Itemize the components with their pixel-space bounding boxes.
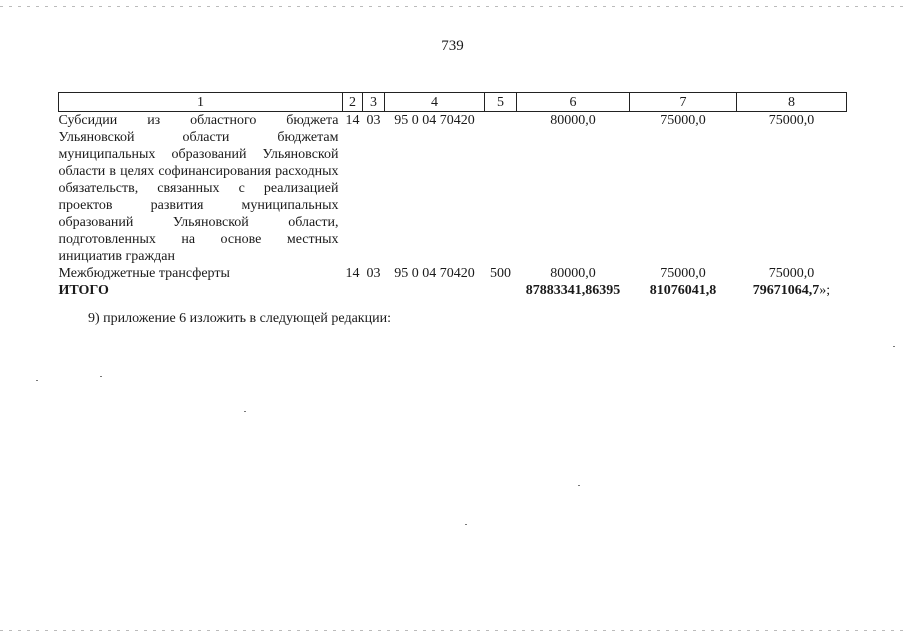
row-expense-type [485, 112, 517, 266]
row-amount-year3: 75000,0 [768, 266, 815, 281]
header-col-6: 6 [517, 93, 630, 112]
row-subsection: 03 [366, 266, 381, 281]
budget-table [58, 92, 847, 299]
scan-edge-bottom [0, 630, 905, 631]
total-label: ИТОГО [58, 283, 109, 298]
row-section: 14 [345, 113, 360, 128]
row-name: Межбюджетные трансферты [58, 266, 230, 281]
header-col-4: 4 [385, 93, 485, 112]
scan-speck [36, 380, 38, 381]
total-year3: 79671064,7 [752, 283, 820, 298]
row-amount-year3: 75000,0 [768, 113, 815, 128]
scan-speck [578, 485, 580, 486]
row-amount-year1: 80000,0 [550, 113, 596, 128]
row-subsection: 03 [366, 113, 381, 128]
total-year2: 81076041,8 [649, 283, 717, 298]
row-amount-year1: 80000,0 [550, 266, 596, 281]
scan-speck [465, 524, 467, 525]
table-row [59, 265, 847, 282]
header-col-8: 8 [737, 93, 847, 112]
header-col-1: 1 [59, 93, 343, 112]
header-col-3: 3 [363, 93, 385, 112]
header-col-7: 7 [630, 93, 737, 112]
row-section: 14 [345, 266, 360, 281]
page-number: 739 [441, 38, 464, 54]
row-name: Субсидии из областного бюджета Ульяновской области бюджетам муниципальных образований Ульяновской области в целях софинансирования расходных обязательств, связанных с реализацией проектов развития муниципальных образований Ульяновской области, подготовленных на основе местных инициатив граждан [58, 113, 339, 264]
scan-speck [893, 346, 895, 347]
total-year1: 87883341,86395 [525, 283, 621, 298]
table-row [59, 112, 847, 266]
amendment-instruction: 9) приложение 6 изложить в следующей редакции: [88, 311, 391, 326]
table-header-row [59, 93, 847, 112]
row-expense-type: 500 [490, 266, 511, 281]
row-target-code: 95 0 04 70420 [394, 113, 475, 128]
header-col-2: 2 [343, 93, 363, 112]
total-year3-cell [737, 282, 847, 299]
header-col-5: 5 [485, 93, 517, 112]
scan-edge-top [0, 6, 905, 7]
row-target-code: 95 0 04 70420 [394, 266, 475, 281]
scan-speck [244, 411, 246, 412]
row-amount-year2: 75000,0 [660, 113, 706, 128]
scan-speck [100, 376, 102, 377]
row-amount-year2: 75000,0 [660, 266, 706, 281]
table-total-row [59, 282, 847, 299]
total-closing-quote: »; [819, 283, 831, 298]
